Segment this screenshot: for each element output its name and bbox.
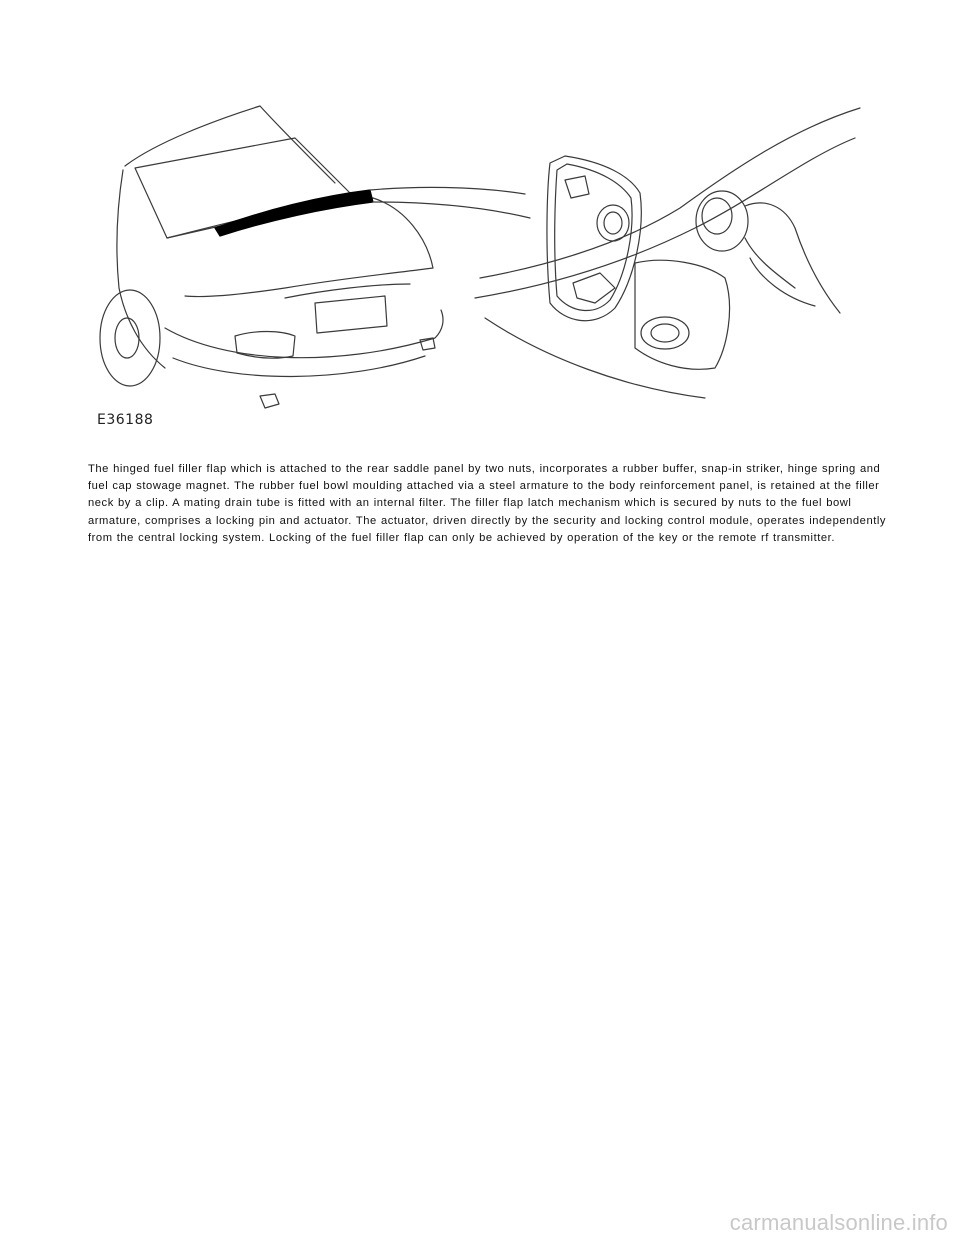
cap-stowage-magnet-inner — [604, 212, 622, 234]
car-bumper-lower — [173, 356, 425, 377]
car-rear-bumper — [165, 310, 443, 358]
description-paragraph: The hinged fuel filler flap which is attached to the rear saddle panel by two nuts, incorporates a rubber buffer, snap-in striker, hinge spring and fuel cap stowage magnet. The rubber fuel bowl moulding attached via a steel armature to the body reinforcement panel, is retained at the filler neck by a clip. A mating drain tube is fitted with an internal filter. The filler flap latch mechanism which is secured by nuts to the fuel bowl armature, comprises a locking pin and actuator. The actuator, driven directly by the security and locking control module, operates independently from the central locking system. Locking of the fuel filler flap can only be achieved by operation of the key or the remote rf transmitter. — [88, 463, 887, 544]
car-exhaust-left — [260, 394, 279, 408]
technical-drawing — [95, 98, 865, 438]
cap-stowage-magnet — [597, 205, 629, 241]
car-body-side — [117, 170, 165, 368]
car-trunk-trim — [285, 284, 410, 298]
filler-flap-outline — [547, 156, 641, 321]
callout-line-upper — [370, 187, 525, 194]
body-panel-curve — [480, 108, 860, 278]
watermark: carmanualsonline.info — [729, 1210, 948, 1235]
filler-neck — [641, 317, 689, 349]
body-panel-curve-2 — [475, 138, 855, 298]
car-wheel-hub — [115, 318, 139, 358]
figure-id-label: E36188 — [97, 412, 154, 428]
illustration-fuel-filler-flap — [95, 98, 865, 438]
car-plate — [315, 296, 387, 333]
car-roof-line — [125, 106, 335, 183]
fuel-cap — [696, 191, 748, 251]
fuel-bowl-outline — [635, 260, 730, 369]
hand — [745, 203, 840, 313]
filler-neck-inner — [651, 324, 679, 342]
car-wheel — [100, 290, 160, 386]
hinge-mechanism — [573, 273, 615, 303]
snap-in-striker — [565, 176, 589, 198]
body-panel-lower — [485, 318, 705, 398]
callout-highlight — [215, 190, 373, 236]
filler-flap-inner — [555, 164, 632, 311]
